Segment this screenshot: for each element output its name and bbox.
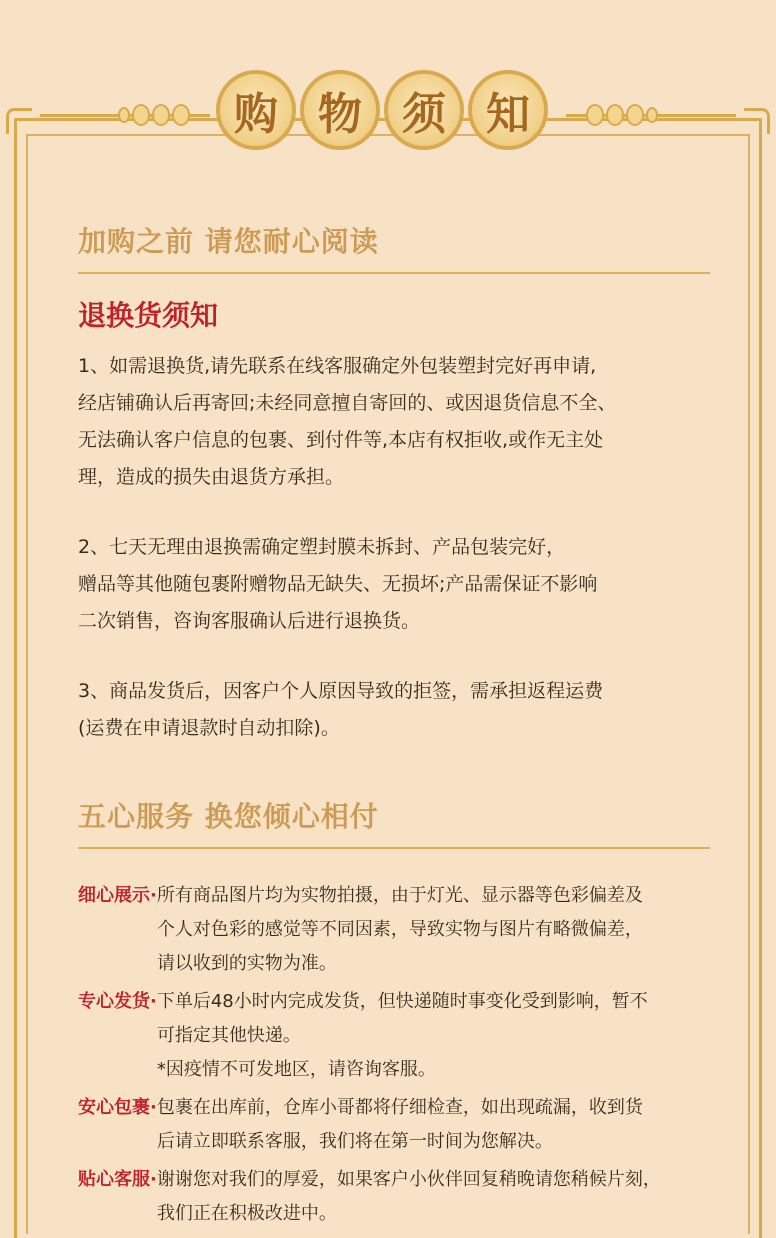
service-list	[78, 879, 710, 1231]
title-char: 须	[384, 70, 464, 150]
section-title-reading: 加购之前 请您耐心阅读	[78, 225, 379, 258]
text-line: 我们正在积极改进中。	[156, 1203, 337, 1224]
page-title	[216, 70, 548, 150]
text-line: 请以收到的实物为准。	[156, 953, 337, 974]
text-line: 可指定其他快递。	[156, 1025, 301, 1046]
text-line: 谢谢您对我们的厚爱，如果客户小伙伴回复稍晚请您稍候片刻，	[156, 1169, 661, 1190]
text-line: 下单后48小时内完成发货，但快递随时事变化受到影响，暂不	[156, 991, 648, 1012]
service-label: 专心发货	[78, 991, 150, 1012]
service-text	[157, 985, 710, 1087]
separator-dot: ·	[150, 1097, 157, 1118]
bead	[606, 104, 624, 126]
service-label: 细心展示	[78, 885, 150, 906]
section-title-service: 五心服务 换您倾心相付	[78, 800, 379, 833]
title-char: 物	[300, 70, 380, 150]
text-line: 无法确认客户信息的包裹、到付件等,本店有权拒收,或作无主处	[78, 429, 604, 451]
text-line: 赠品等其他随包裹附赠物品无缺失、无损坏;产品需保证不影响	[78, 573, 598, 595]
bead	[646, 107, 658, 123]
text-line: 所有商品图片均为实物拍摄，由于灯光、显示器等色彩偏差及	[156, 885, 643, 906]
service-label: 贴心客服	[78, 1169, 150, 1190]
service-text	[157, 1163, 710, 1231]
text-line: 包裹在出库前，仓库小哥都将仔细检查，如出现疏漏，收到货	[156, 1097, 643, 1118]
divider	[78, 847, 710, 849]
service-label: 安心包裹	[78, 1097, 150, 1118]
text-line: 1、如需退换货,请先联系在线客服确定外包装塑封完好再申请,	[78, 355, 597, 377]
bead	[118, 107, 130, 123]
text-line: 理，造成的损失由退货方承担。	[78, 466, 345, 488]
service-note: *因疫情不可发地区，请咨询客服。	[156, 1059, 436, 1080]
bead	[172, 104, 190, 126]
bead	[132, 104, 150, 126]
header-beads-left	[118, 104, 190, 126]
text-line: 个人对色彩的感觉等不同因素，导致实物与图片有略微偏差，	[156, 919, 643, 940]
returns-paragraph	[78, 348, 710, 496]
returns-heading: 退换货须知	[78, 299, 219, 332]
text-line: 后请立即联系客服，我们将在第一时间为您解决。	[156, 1131, 553, 1152]
service-item	[78, 1091, 710, 1159]
bead	[586, 104, 604, 126]
separator-dot: ·	[150, 1169, 157, 1190]
header-banner	[0, 70, 776, 170]
text-line: 二次销售，咨询客服确认后进行退换货。	[78, 610, 421, 632]
separator-dot: ·	[150, 991, 157, 1012]
text-line: (运费在申请退款时自动扣除)。	[78, 717, 340, 739]
service-item	[78, 879, 710, 981]
text-line: 3、商品发货后，因客户个人原因导致的拒签，需承担返程运费	[78, 680, 604, 702]
separator-dot: ·	[150, 885, 157, 906]
header-beads-right	[586, 104, 658, 126]
bead	[626, 104, 644, 126]
service-text	[157, 1091, 710, 1159]
service-item	[78, 1163, 710, 1231]
service-item	[78, 985, 710, 1087]
text-line: 经店铺确认后再寄回;未经同意擅自寄回的、或因退货信息不全、	[78, 392, 617, 414]
main-content	[78, 220, 710, 1235]
returns-paragraph	[78, 673, 710, 747]
returns-paragraph	[78, 529, 710, 640]
service-text	[157, 879, 710, 981]
bead	[152, 104, 170, 126]
title-char: 知	[468, 70, 548, 150]
title-char: 购	[216, 70, 296, 150]
divider	[78, 272, 710, 274]
text-line: 2、七天无理由退换需确定塑封膜未拆封、产品包装完好，	[78, 536, 566, 558]
